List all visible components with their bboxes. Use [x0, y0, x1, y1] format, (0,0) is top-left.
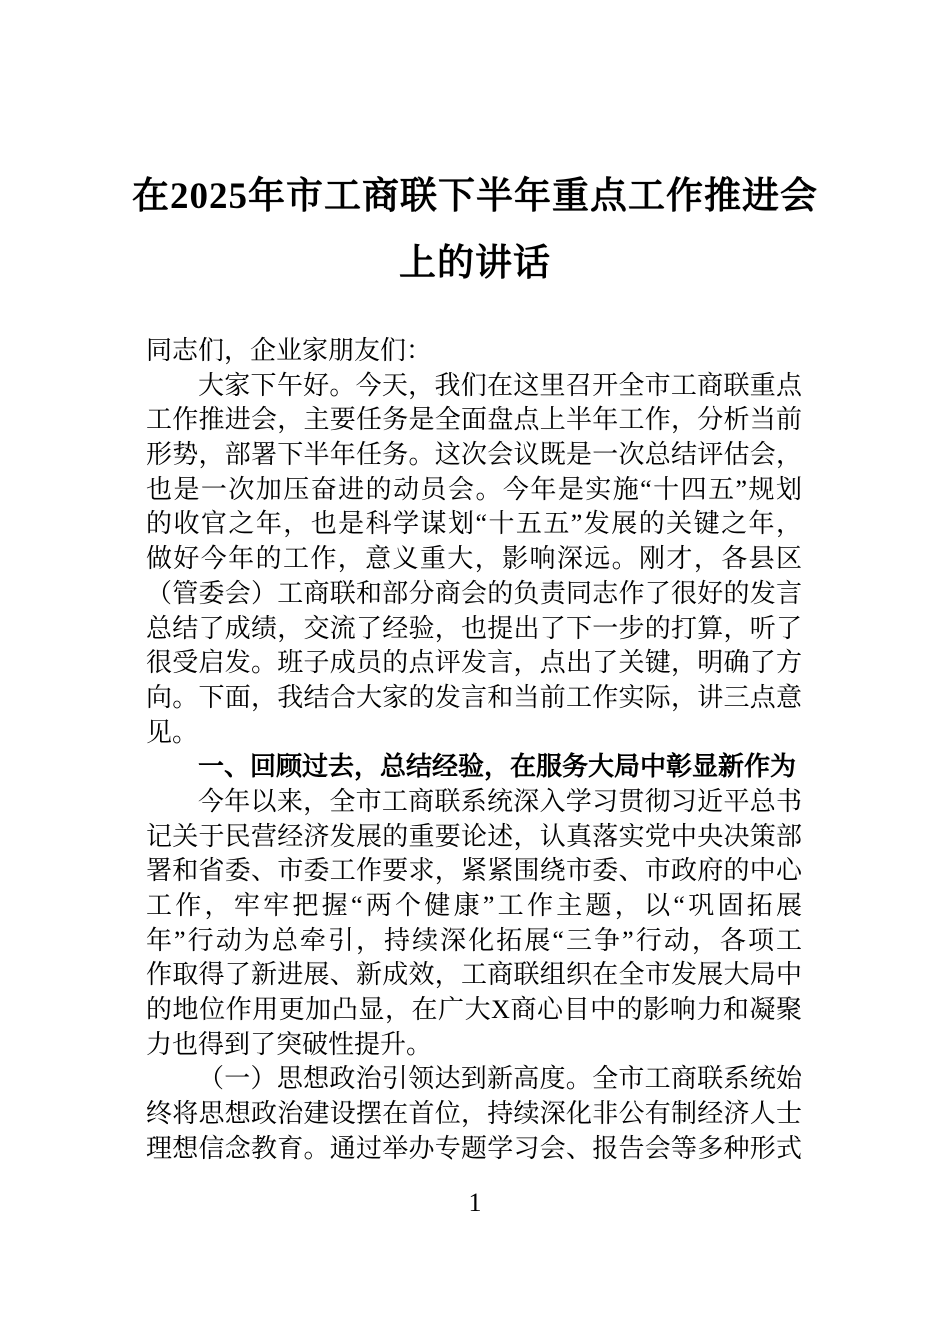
text-line: （管委会）工商联和部分商会的负责同志作了很好的发言 — [146, 578, 802, 608]
text-line: 见。 — [146, 717, 199, 747]
text-line: 署和省委、市委工作要求，紧紧围绕市委、市政府的中心 — [146, 856, 802, 886]
text-line: 力也得到了突破性提升。 — [146, 1029, 433, 1059]
page-number: 1 — [468, 1188, 482, 1217]
text-line: 同志们，企业家朋友们： — [146, 336, 433, 365]
text-line: 年”行动为总牵引，持续深化拓展“三争”行动，各项工 — [146, 925, 802, 955]
section-heading: 一、回顾过去，总结经验，在服务大局中彰显新作为 — [198, 752, 797, 782]
text-line: 工作，牢牢把握“两个健康”工作主题，以“巩固拓展 — [146, 891, 802, 920]
text-line: （一）思想政治引领达到新高度。全市工商联系统始 — [198, 1064, 802, 1094]
text-line: 大家下午好。今天，我们在这里召开全市工商联重点 — [198, 370, 802, 400]
text-line: 的收官之年，也是科学谋划“十五五”发展的关键之年， — [146, 509, 802, 539]
text-line: 作取得了新进展、新成效，工商联组织在全市发展大局中 — [146, 960, 802, 990]
text-line: 向。下面，我结合大家的发言和当前工作实际，讲三点意 — [146, 682, 802, 712]
text-line: 的地位作用更加凸显，在广大X商心目中的影响力和凝聚 — [146, 995, 802, 1025]
text-line: 也是一次加压奋进的动员会。今年是实施“十四五”规划 — [146, 474, 802, 504]
text-line: 形势，部署下半年任务。这次会议既是一次总结评估会， — [146, 440, 802, 470]
title-line-2: 上的讲话 — [399, 243, 551, 284]
text-line: 很受启发。班子成员的点评发言，点出了关键，明确了方 — [146, 648, 802, 678]
text-line: 做好今年的工作，意义重大，影响深远。刚才，各县区 — [146, 544, 802, 574]
title-line-1: 在2025年市工商联下半年重点工作推进会 — [132, 176, 818, 217]
body-text — [146, 334, 802, 1167]
document-title — [0, 163, 950, 297]
text-line: 工作推进会，主要任务是全面盘点上半年工作，分析当前 — [146, 405, 802, 435]
text-line: 终将思想政治建设摆在首位，持续深化非公有制经济人士 — [146, 1099, 802, 1129]
text-line: 理想信念教育。通过举办专题学习会、报告会等多种形式 — [146, 1133, 802, 1163]
text-line: 记关于民营经济发展的重要论述，认真落实党中央决策部 — [146, 821, 802, 851]
text-line: 总结了成绩，交流了经验，也提出了下一步的打算，听了 — [146, 613, 802, 643]
text-line: 今年以来，全市工商联系统深入学习贯彻习近平总书 — [198, 786, 802, 816]
